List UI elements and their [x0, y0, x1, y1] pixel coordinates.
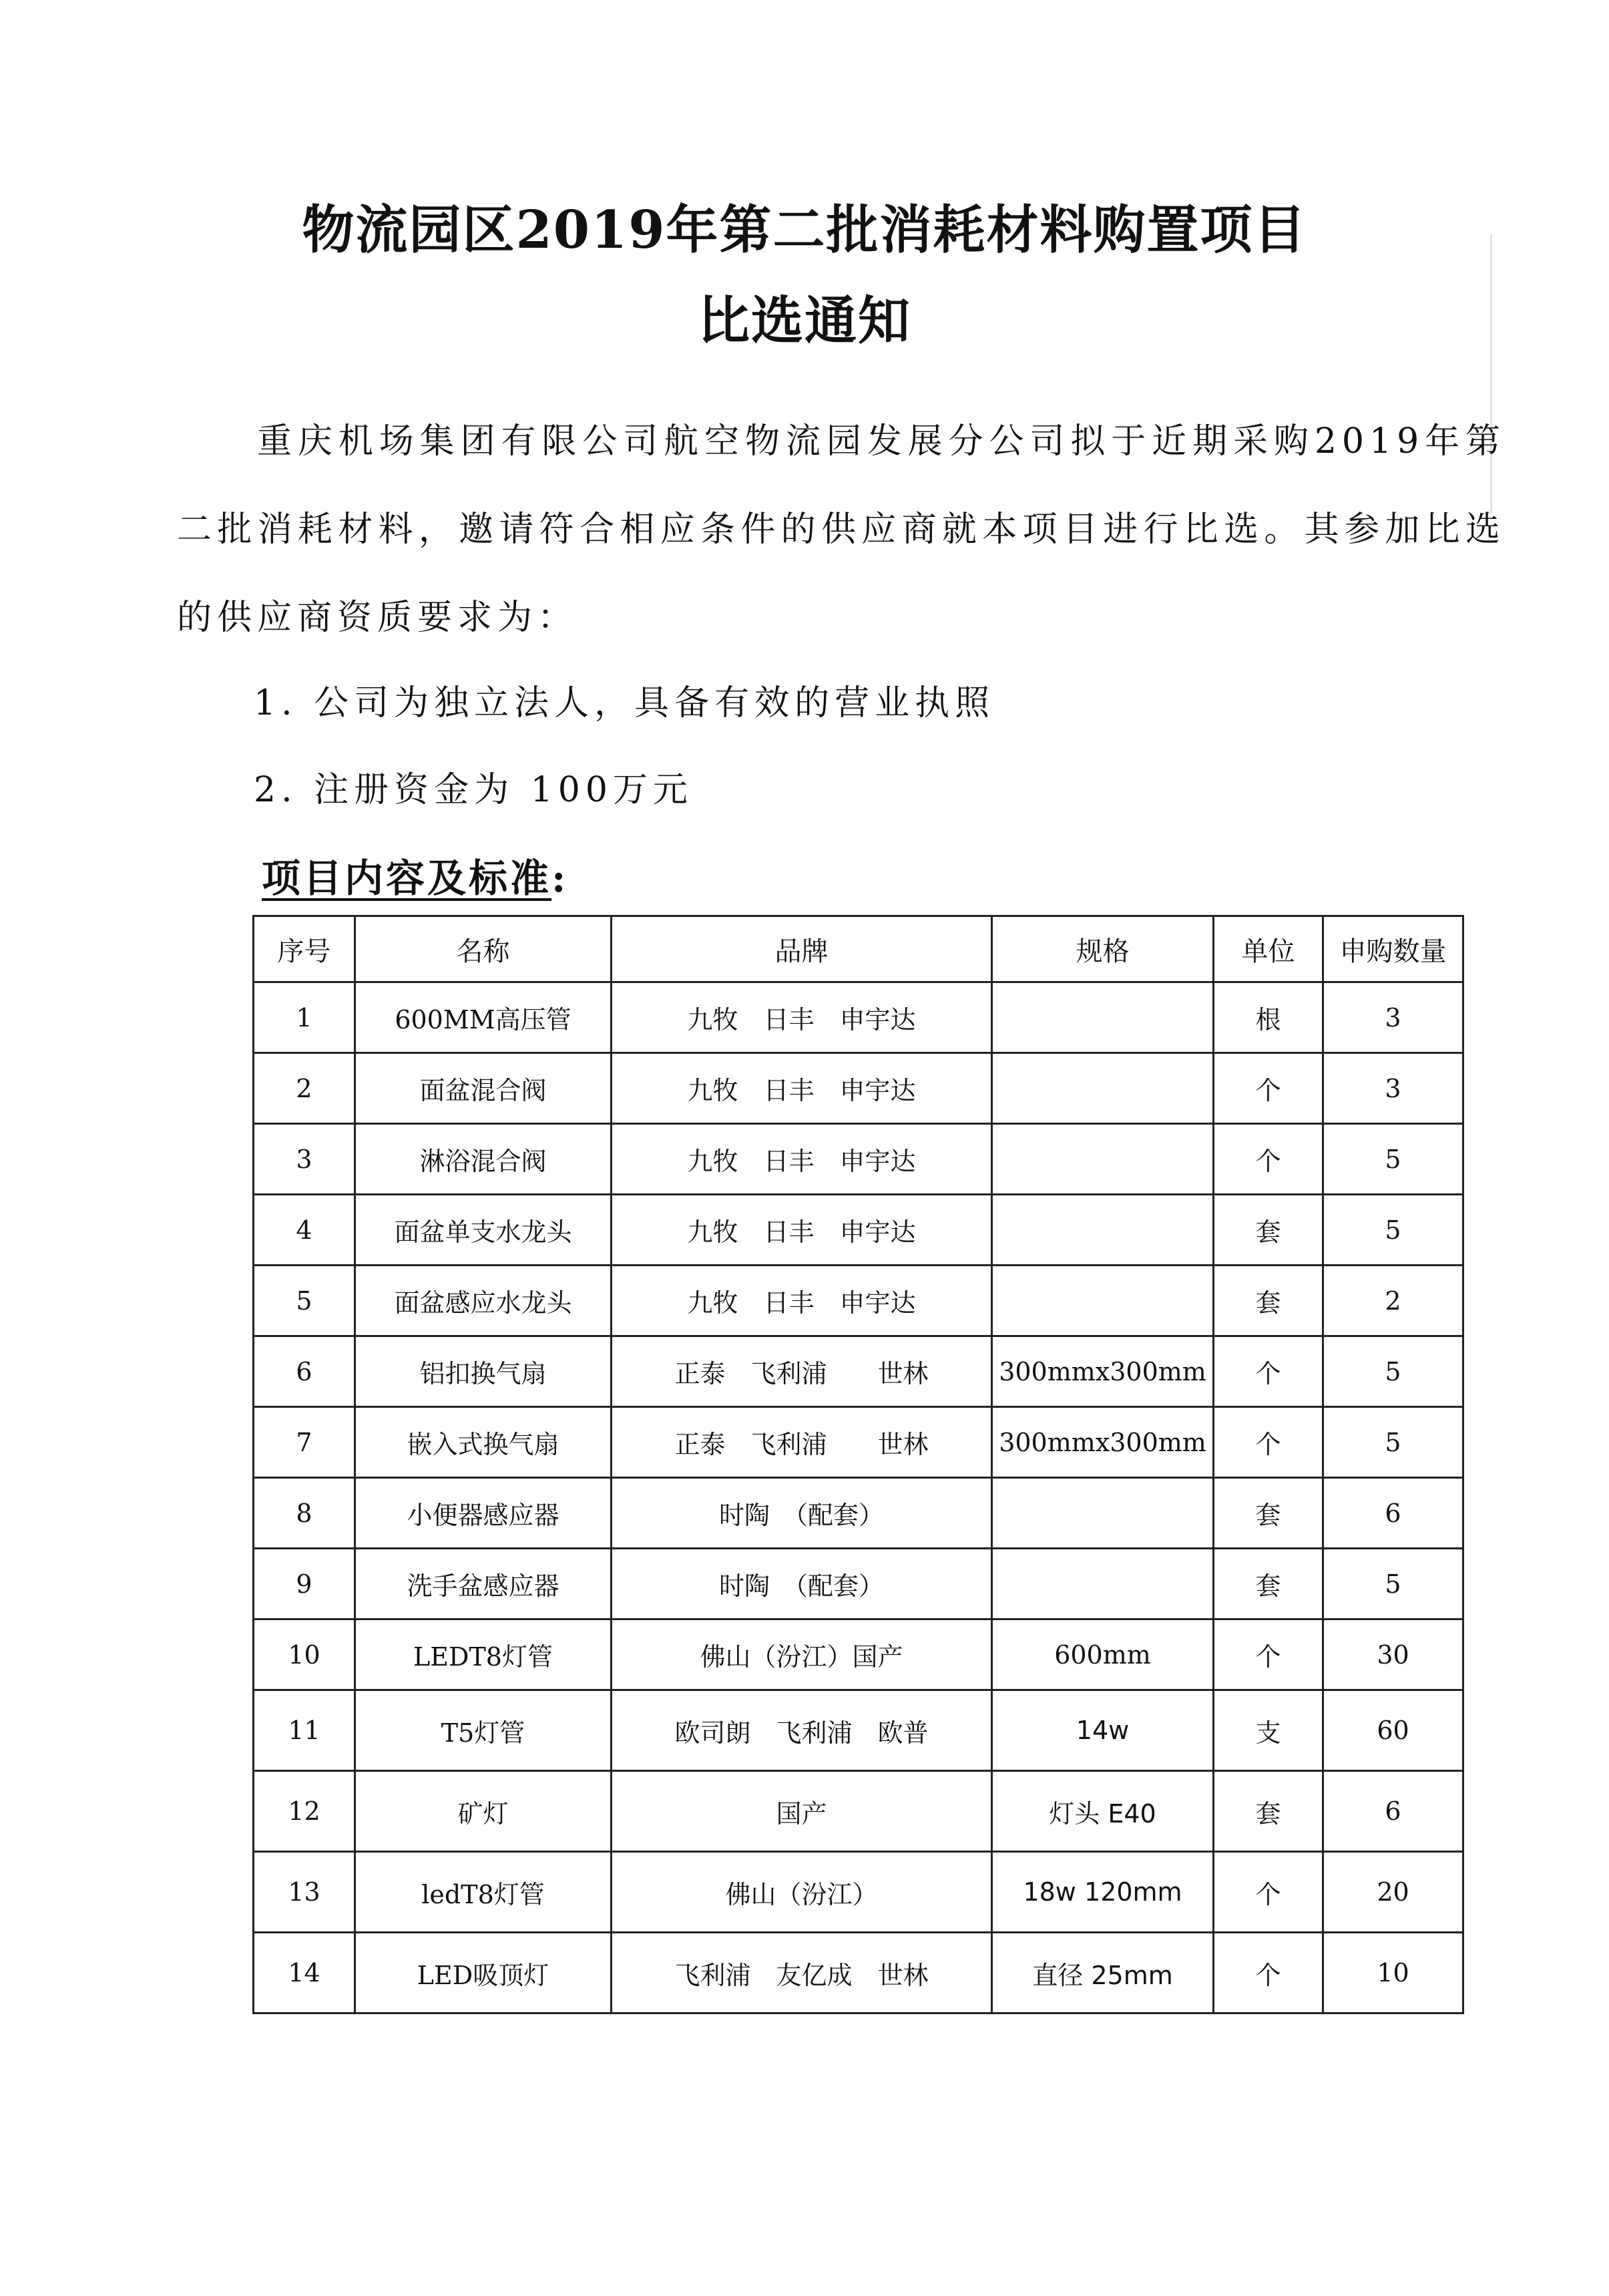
cell-quantity: 5 — [1323, 1124, 1463, 1195]
cell-name: 淋浴混合阀 — [355, 1124, 612, 1195]
cell-quantity: 3 — [1323, 982, 1463, 1053]
cell-quantity: 5 — [1323, 1336, 1463, 1407]
cell-name: LEDT8灯管 — [355, 1619, 612, 1690]
cell-brand: 飞利浦 友亿成 世林 — [612, 1933, 992, 2014]
cell-unit: 个 — [1214, 1124, 1323, 1195]
title-line-1: 物流园区2019年第二批消耗材料购置项目 — [302, 200, 1307, 260]
cell-index: 1 — [254, 982, 355, 1053]
cell-spec: 18w 120mm — [992, 1852, 1214, 1933]
cell-unit: 个 — [1214, 1852, 1323, 1933]
table-row — [254, 982, 1463, 1053]
cell-unit: 个 — [1214, 1619, 1323, 1690]
cell-index: 2 — [254, 1053, 355, 1124]
requirement-1: 1. 公司为独立法人，具备有效的营业执照 — [254, 683, 995, 723]
cell-unit: 支 — [1214, 1690, 1323, 1771]
cell-spec: 300mmx300mm — [992, 1407, 1214, 1478]
table-row — [254, 1336, 1463, 1407]
header-quantity: 申购数量 — [1323, 916, 1463, 982]
table-row — [254, 1053, 1463, 1124]
cell-spec: 14w — [992, 1690, 1214, 1771]
header-index: 序号 — [254, 916, 355, 982]
cell-spec — [992, 1549, 1214, 1619]
cell-brand: 佛山（汾江） — [612, 1852, 992, 1933]
cell-unit: 个 — [1214, 1407, 1323, 1478]
cell-quantity: 60 — [1323, 1690, 1463, 1771]
cell-brand: 国产 — [612, 1771, 992, 1852]
cell-index: 4 — [254, 1195, 355, 1266]
requirement-2: 2. 注册资金为 100万元 — [254, 770, 693, 810]
cell-index: 13 — [254, 1852, 355, 1933]
table-row — [254, 1266, 1463, 1336]
cell-unit: 套 — [1214, 1266, 1323, 1336]
intro-paragraph: 重庆机场集团有限公司航空物流园发展分公司拟于近期采购2019年第二批消耗材料，邀请符合相应条件的供应商就本项目进行比选。其参加比选的供应商资质要求为： — [177, 421, 1506, 638]
cell-brand: 欧司朗 飞利浦 欧普 — [612, 1690, 992, 1771]
cell-quantity: 5 — [1323, 1195, 1463, 1266]
table-row — [254, 1407, 1463, 1478]
cell-name: 洗手盆感应器 — [355, 1549, 612, 1619]
cell-quantity: 20 — [1323, 1852, 1463, 1933]
cell-unit: 套 — [1214, 1771, 1323, 1852]
cell-spec — [992, 1195, 1214, 1266]
cell-spec: 灯头 E40 — [992, 1771, 1214, 1852]
cell-index: 14 — [254, 1933, 355, 2014]
cell-brand: 佛山（汾江）国产 — [612, 1619, 992, 1690]
cell-index: 11 — [254, 1690, 355, 1771]
table-row — [254, 1549, 1463, 1619]
cell-unit: 根 — [1214, 982, 1323, 1053]
cell-name: LED吸顶灯 — [355, 1933, 612, 2014]
table-row — [254, 1690, 1463, 1771]
table-row — [254, 1619, 1463, 1690]
cell-name: ledT8灯管 — [355, 1852, 612, 1933]
section-heading-colon: : — [551, 855, 569, 901]
cell-quantity: 6 — [1323, 1478, 1463, 1549]
cell-unit: 个 — [1214, 1933, 1323, 2014]
cell-index: 3 — [254, 1124, 355, 1195]
cell-spec — [992, 1266, 1214, 1336]
cell-index: 12 — [254, 1771, 355, 1852]
cell-unit: 套 — [1214, 1478, 1323, 1549]
cell-quantity: 2 — [1323, 1266, 1463, 1336]
table-row — [254, 1852, 1463, 1933]
cell-index: 7 — [254, 1407, 355, 1478]
section-heading-text: 项目内容及标准 — [262, 855, 552, 901]
cell-name: 面盆混合阀 — [355, 1053, 612, 1124]
cell-spec — [992, 1053, 1214, 1124]
table-row — [254, 1771, 1463, 1852]
cell-quantity: 5 — [1323, 1407, 1463, 1478]
header-name: 名称 — [355, 916, 612, 982]
table-row — [254, 1124, 1463, 1195]
header-spec: 规格 — [992, 916, 1214, 982]
cell-index: 5 — [254, 1266, 355, 1336]
cell-index: 9 — [254, 1549, 355, 1619]
cell-brand: 时陶 （配套） — [612, 1478, 992, 1549]
cell-spec: 600mm — [992, 1619, 1214, 1690]
items-table — [252, 915, 1464, 2014]
cell-brand: 九牧 日丰 申宇达 — [612, 1053, 992, 1124]
cell-unit: 套 — [1214, 1195, 1323, 1266]
table-row — [254, 1478, 1463, 1549]
cell-index: 8 — [254, 1478, 355, 1549]
cell-name: T5灯管 — [355, 1690, 612, 1771]
cell-spec — [992, 982, 1214, 1053]
cell-name: 铝扣换气扇 — [355, 1336, 612, 1407]
cell-brand: 九牧 日丰 申宇达 — [612, 1266, 992, 1336]
section-heading — [262, 847, 568, 903]
cell-unit: 个 — [1214, 1336, 1323, 1407]
cell-index: 10 — [254, 1619, 355, 1690]
cell-brand: 九牧 日丰 申宇达 — [612, 1195, 992, 1266]
cell-brand: 正泰 飞利浦 世林 — [612, 1336, 992, 1407]
cell-quantity: 6 — [1323, 1771, 1463, 1852]
cell-quantity: 30 — [1323, 1619, 1463, 1690]
table-header-row — [254, 916, 1463, 982]
cell-name: 小便器感应器 — [355, 1478, 612, 1549]
cell-quantity: 5 — [1323, 1549, 1463, 1619]
header-unit: 单位 — [1214, 916, 1323, 982]
cell-index: 6 — [254, 1336, 355, 1407]
cell-brand: 九牧 日丰 申宇达 — [612, 1124, 992, 1195]
title-line-2: 比选通知 — [697, 291, 911, 351]
cell-name: 嵌入式换气扇 — [355, 1407, 612, 1478]
cell-brand: 九牧 日丰 申宇达 — [612, 982, 992, 1053]
table-row — [254, 1933, 1463, 2014]
cell-name: 面盆单支水龙头 — [355, 1195, 612, 1266]
cell-quantity: 10 — [1323, 1933, 1463, 2014]
cell-brand: 正泰 飞利浦 世林 — [612, 1407, 992, 1478]
cell-spec: 直径 25mm — [992, 1933, 1214, 2014]
cell-unit: 套 — [1214, 1549, 1323, 1619]
cell-spec — [992, 1124, 1214, 1195]
table-row — [254, 1195, 1463, 1266]
cell-quantity: 3 — [1323, 1053, 1463, 1124]
cell-spec: 300mmx300mm — [992, 1336, 1214, 1407]
cell-spec — [992, 1478, 1214, 1549]
cell-name: 600MM高压管 — [355, 982, 612, 1053]
header-brand: 品牌 — [612, 916, 992, 982]
cell-name: 面盆感应水龙头 — [355, 1266, 612, 1336]
cell-brand: 时陶 （配套） — [612, 1549, 992, 1619]
cell-name: 矿灯 — [355, 1771, 612, 1852]
cell-unit: 个 — [1214, 1053, 1323, 1124]
